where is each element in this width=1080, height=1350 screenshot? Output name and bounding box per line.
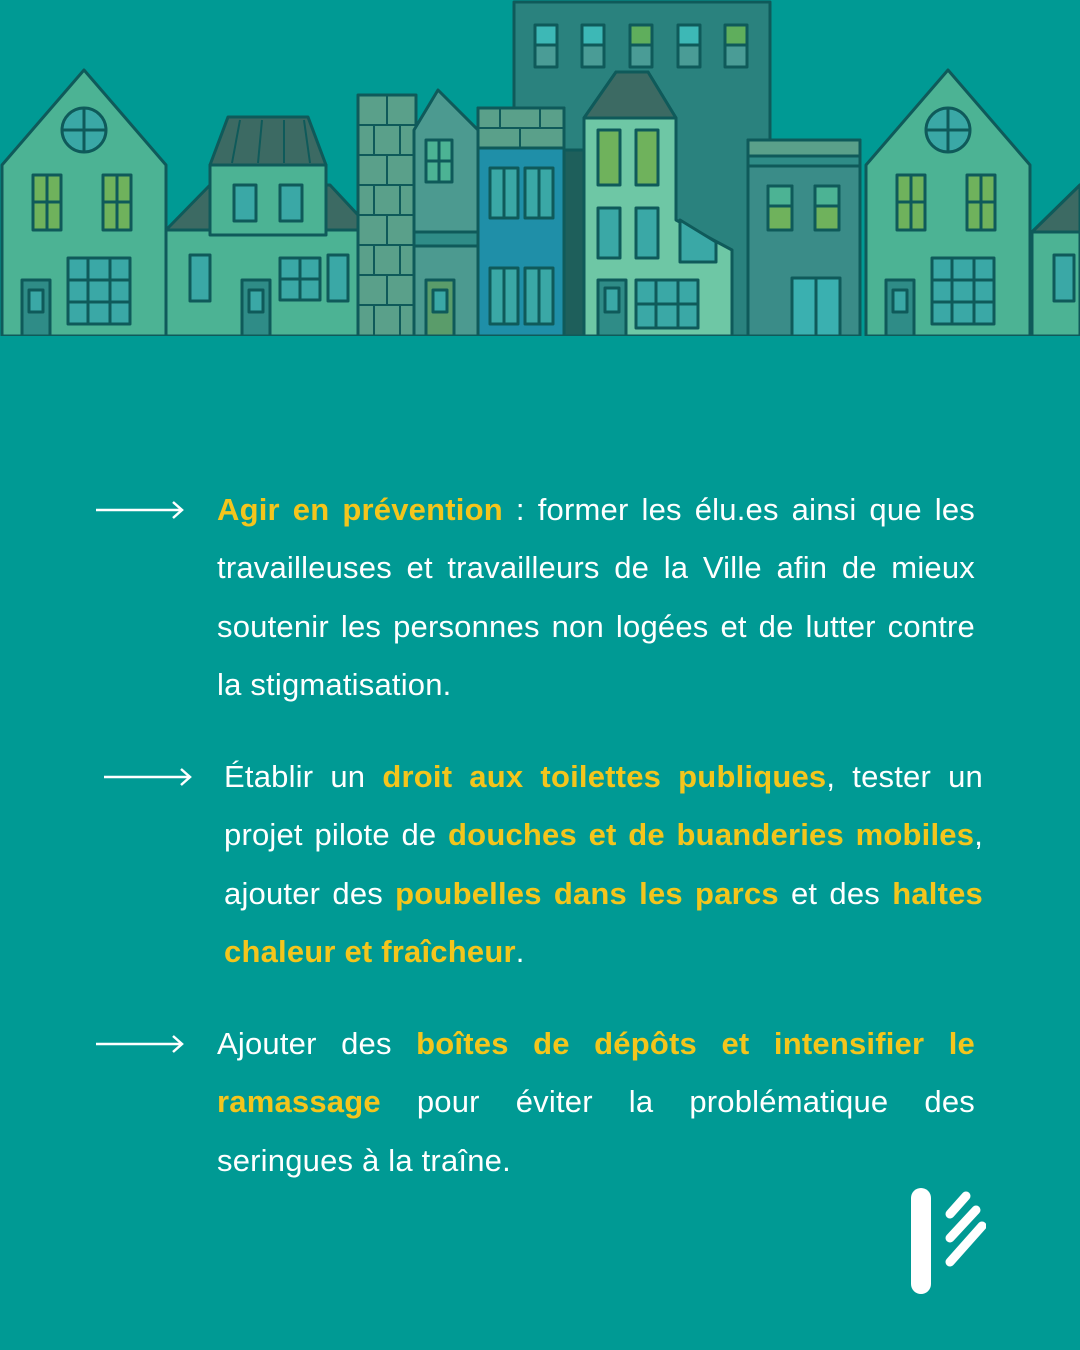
highlight-text: boîtes de dépôts et intensifier le ramassage: [217, 1026, 975, 1120]
body-text: et des: [778, 875, 893, 911]
item-text: [217, 1015, 975, 1190]
item-text: [224, 748, 983, 981]
body-text: : former les élu.es ainsi que les travailleuses et travailleurs de la Ville afin de mieux soutenir les personnes non logées et de lutter contre la stigmatisation.: [217, 492, 975, 702]
highlight-text: droit aux toilettes publiques: [382, 759, 827, 794]
arrow-right-icon: [95, 500, 185, 520]
body-text: , tester un projet pilote de: [224, 759, 983, 853]
party-logo-icon: [906, 1186, 986, 1296]
city-skyline-illustration: [0, 0, 1080, 336]
body-text: Établir un: [224, 759, 383, 794]
body-text: Ajouter des: [217, 1026, 417, 1061]
body-text: .: [515, 933, 525, 969]
arrow-right-icon: [95, 1034, 185, 1054]
highlight-text: douches et de buanderies mobiles: [448, 817, 975, 853]
highlight-text: haltes chaleur et fraîcheur: [224, 875, 983, 969]
highlight-text: poubelles dans les parcs: [395, 875, 779, 911]
body-text: , ajouter des: [224, 817, 984, 911]
body-text: pour éviter la problématique des seringues à la traîne.: [217, 1084, 975, 1178]
highlight-text: Agir en prévention: [217, 492, 503, 527]
item-text: [217, 481, 975, 714]
arrow-right-icon: [103, 767, 193, 787]
